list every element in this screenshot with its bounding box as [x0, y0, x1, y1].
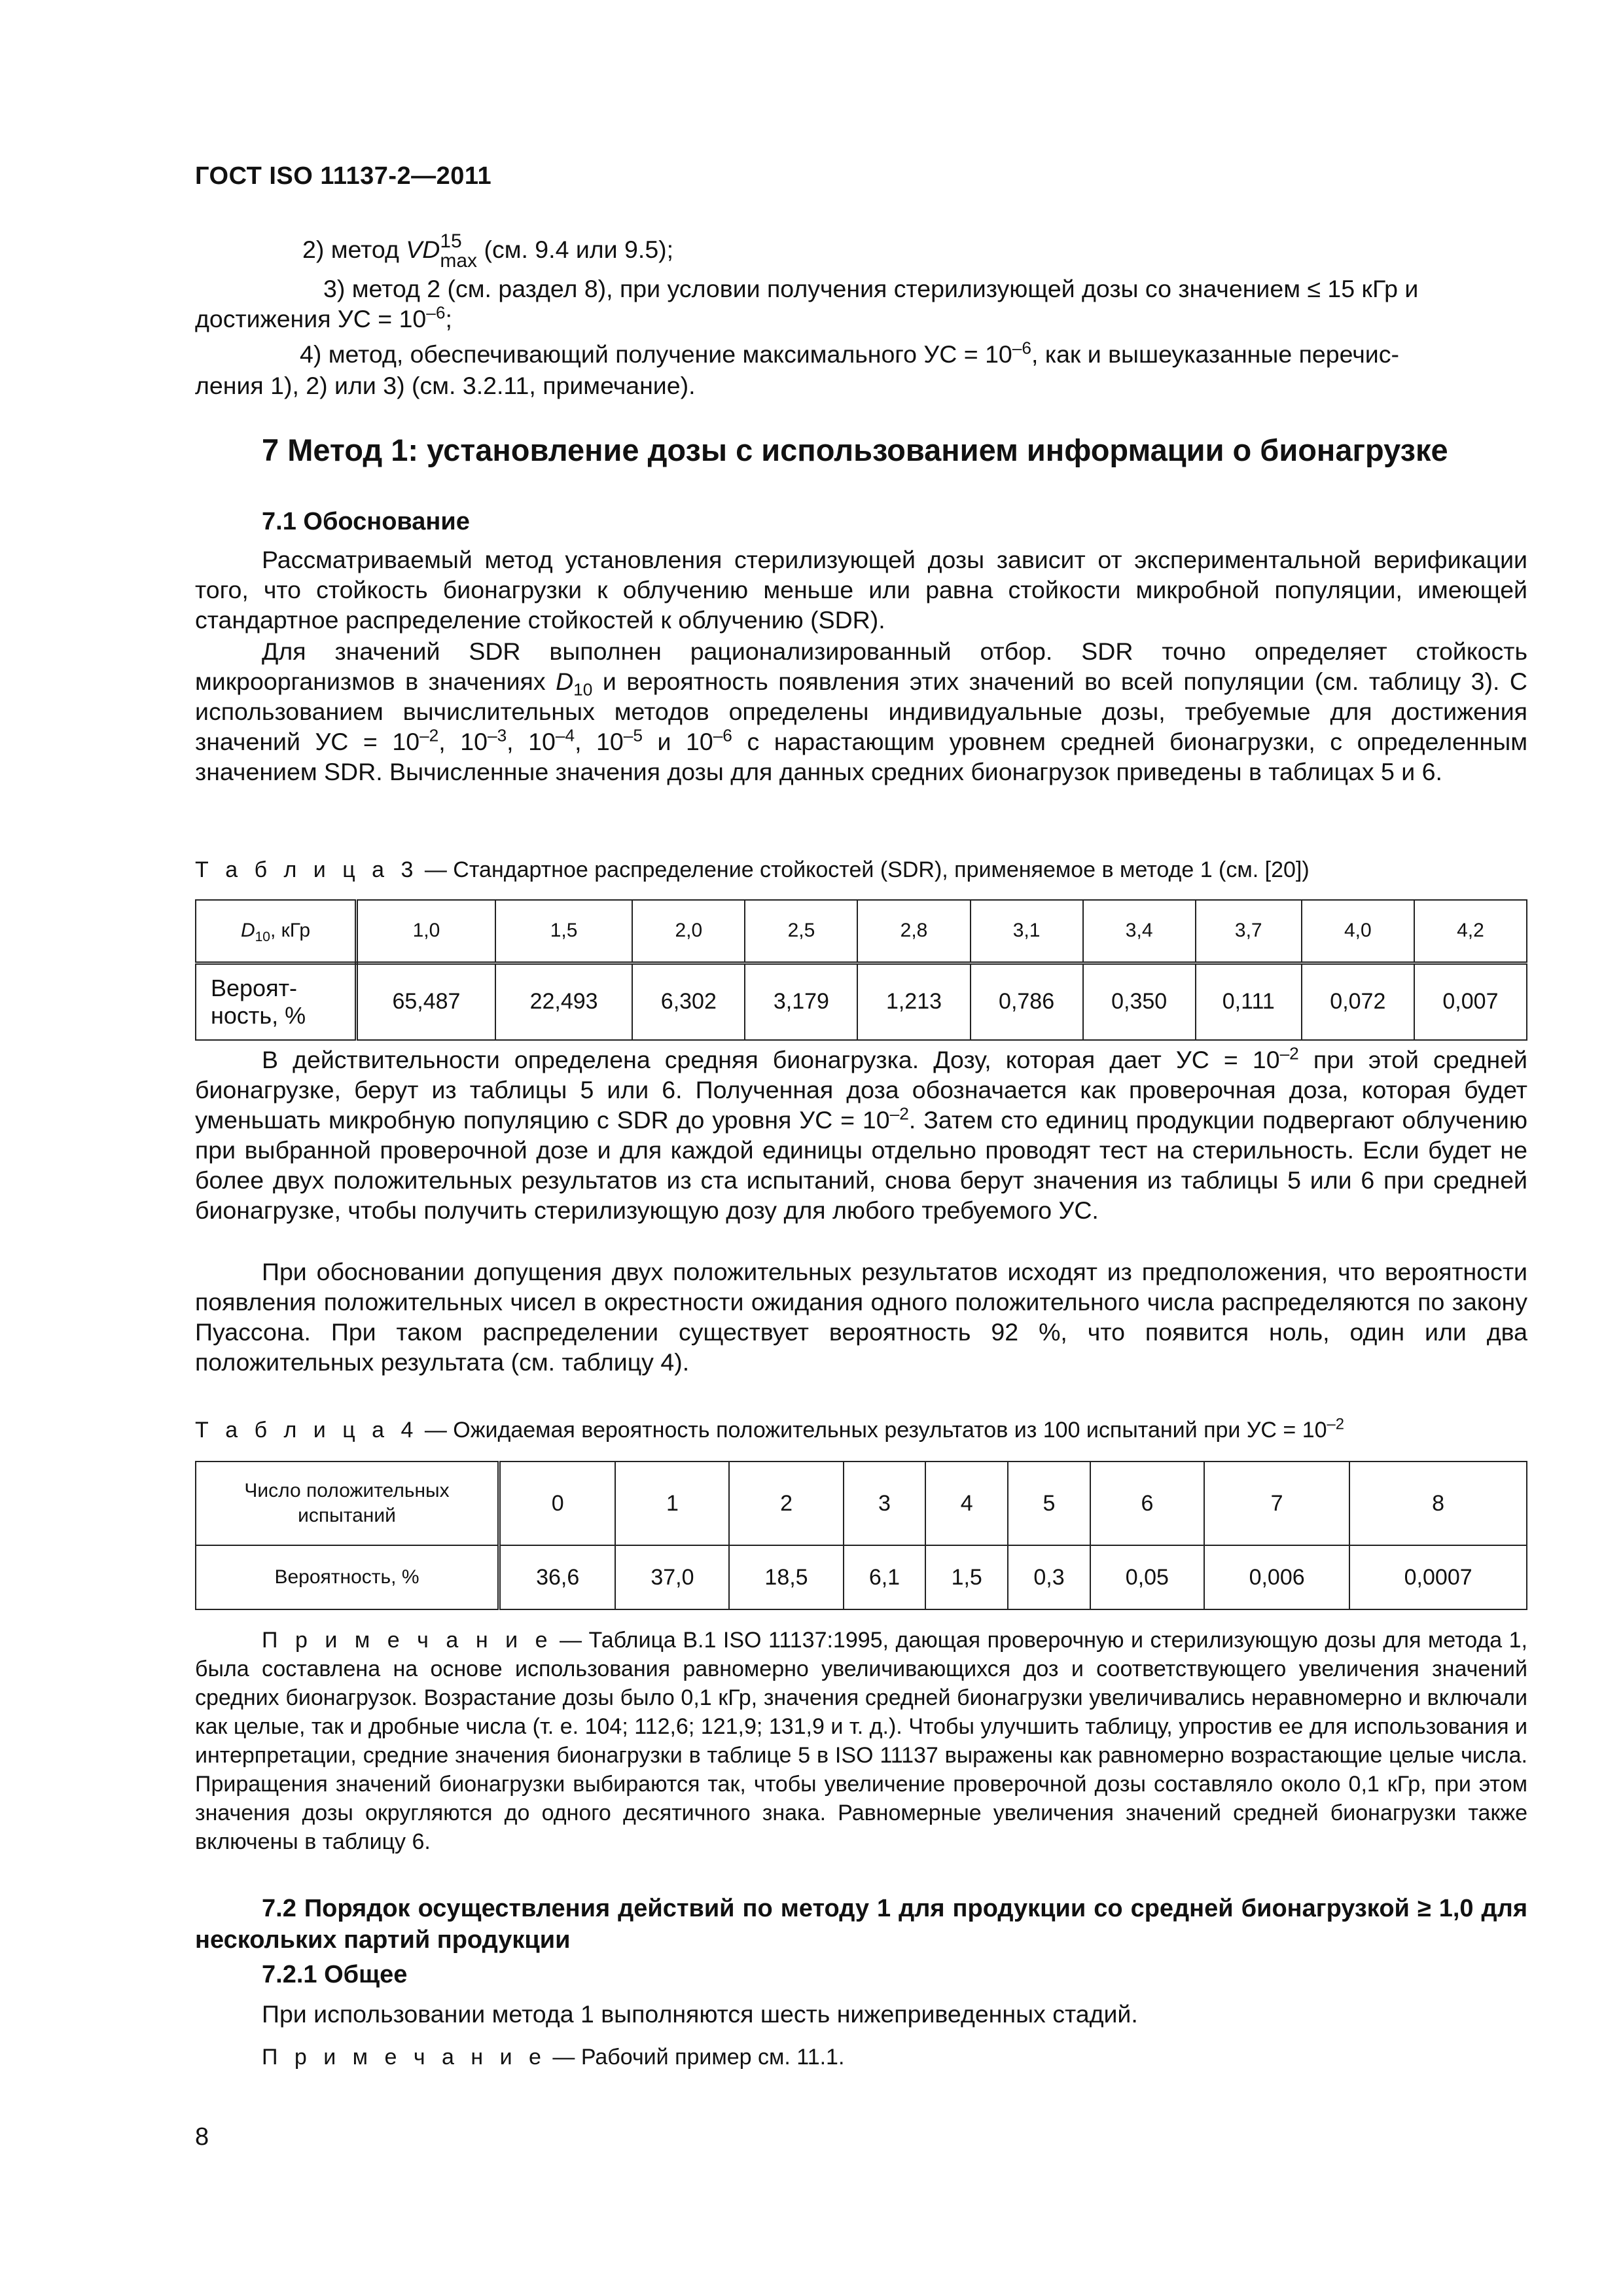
table-cell: 4,0: [1302, 900, 1414, 963]
table-cell: 1: [615, 1462, 729, 1545]
table-cell: 3,179: [745, 963, 857, 1040]
table-4-count-label: Число положительных испытаний: [196, 1462, 499, 1545]
section-7-2-1-heading: 7.2.1 Общее: [262, 1961, 408, 1988]
table-cell: 1,5: [495, 900, 632, 963]
table-3: [195, 899, 1527, 1041]
table-cell: 6: [1090, 1462, 1204, 1545]
table-cell: 36,6: [499, 1545, 616, 1609]
section-7-heading: 7 Метод 1: установление дозы с использованием информации о бионагрузке: [262, 433, 1448, 467]
note-worked-example: П р и м е ч а н и е — Рабочий пример см. 11.1.: [262, 2045, 845, 2070]
table-cell: 2: [729, 1462, 843, 1545]
section-7-2-1-para: При использовании метода 1 выполняются шесть нижеприведенных стадий.: [262, 2000, 1138, 2028]
section-7-1-para-2: Для значений SDR выполнен рационализированный отбор. SDR точно определяет стойкость микроорганизмов в значениях $D_{10}$ и вероятность появления этих значений во всей популяции (см. таблицу 3). С использованием вычислительных методов определены индивидуальные дозы, требуемые для достижения значений УС = $10^{-2}$, $10^{-3}$, $10^{-4}$, $10^{-5}$ и $10^{-6}$ с нарастающим уровнем средней бионагрузки, с определенным значением SDR. Вычисленные значения дозы для данных средних бионагрузок приведены в таблицах 5 и 6.: [195, 637, 1527, 785]
table-cell: 4,2: [1414, 900, 1527, 963]
table-cell: 2,5: [745, 900, 857, 963]
table-cell: 3: [844, 1462, 926, 1545]
list-item-4-line2: ления 1), 2) или 3) (см. 3.2.11, примечание).: [195, 372, 696, 399]
table-3-dose-label: $D_{10}$, кГр: [196, 900, 357, 963]
table-3-probability-label: Вероят-ность, %: [196, 963, 357, 1040]
table-cell: 0: [499, 1462, 616, 1545]
table-4: [195, 1461, 1527, 1610]
list-item-2: 2) метод VD 15 max (см. 9.4 или 9.5);: [302, 230, 674, 272]
table-cell: 6,302: [632, 963, 745, 1040]
table-3-caption: Т а б л и ц а 3 — Стандартное распределение стойкостей (SDR), применяемое в методе 1 (см. [20]): [195, 857, 1310, 882]
table-cell: 37,0: [615, 1545, 729, 1609]
table-4-probability-row: [196, 1545, 1527, 1609]
table-cell: 0,007: [1414, 963, 1527, 1040]
table-cell: 18,5: [729, 1545, 843, 1609]
table-4-caption: Т а б л и ц а 4 — Ожидаемая вероятность положительных результатов из 100 испытаний при УС = $10^{-2}$: [195, 1415, 1345, 1443]
table-cell: 1,213: [857, 963, 970, 1040]
table-cell: 5: [1008, 1462, 1090, 1545]
list-item-3-line1: 3) метод 2 (см. раздел 8), при условии получения стерилизующей дозы со значением ≤ 15 кГр и: [323, 275, 1419, 302]
table-cell: 3,4: [1083, 900, 1196, 963]
para-3: В действительности определена средняя бионагрузка. Дозу, которая дает УС = $10^{-2}$ при этой средней бионагрузке, берут из таблицы 5 или 6. Полученная доза обозначается как проверочная доза, которая будет уменьшать микробную популяцию с SDR до уровня УС = $10^{-2}$. Затем сто единиц продукции подвергают облучению при выбранной проверочной дозе и для каждой единицы отдельно проводят тест на стерильность. Если будет не более двух положительных результатов из ста испытаний, снова берут значения из таблицы 5 или 6 при средней бионагрузке, чтобы получить стерилизующую дозу для любого требуемого УС.: [195, 1043, 1528, 1224]
section-7-1-para-1: Рассматриваемый метод установления стерилизующей дозы зависит от экспериментальной верификации того, что стойкость бионагрузки к облучению меньше или равна стойкости микробной популяции, имеющей стандартное распределение стойкостей к облучению (SDR).: [195, 546, 1527, 634]
table-cell: 2,8: [857, 900, 970, 963]
document-header: ГОСТ ISO 11137-2—2011: [195, 162, 492, 190]
page-number: 8: [195, 2123, 209, 2151]
table-cell: 0,3: [1008, 1545, 1090, 1609]
list-item-4-line1: 4) метод, обеспечивающий получение максимального УС = $10^{-6}$, как и вышеуказанные перечис-: [300, 338, 1399, 368]
table-cell: 0,350: [1083, 963, 1196, 1040]
table-cell: 0,05: [1090, 1545, 1204, 1609]
table-cell: 0,006: [1204, 1545, 1349, 1609]
table-cell: 3,1: [971, 900, 1083, 963]
table-cell: 7: [1204, 1462, 1349, 1545]
table-cell: 0,786: [971, 963, 1083, 1040]
table-3-probability-row: [196, 963, 1527, 1040]
table-cell: 0,111: [1196, 963, 1302, 1040]
table-cell: 0,072: [1302, 963, 1414, 1040]
section-7-2-heading: 7.2 Порядок осуществления действий по методу 1 для продукции со средней бионагрузкой ≥ 1,0 для нескольких партий продукции: [195, 1895, 1527, 1954]
table-cell: 0,0007: [1349, 1545, 1527, 1609]
table-cell: 65,487: [357, 963, 495, 1040]
para-4: При обосновании допущения двух положительных результатов исходят из предположения, что вероятности появления положительных чисел в окрестности ожидания одного положительного числа распределяются по закону Пуассона. При таком распределении существует вероятность 92 %, что появится ноль, один или два положительных результата (см. таблицу 4).: [195, 1258, 1527, 1376]
note-table-b1: П р и м е ч а н и е — Таблица B.1 ISO 11137:1995, дающая проверочную и стерилизующую дозы для метода 1, была составлена на основе использования равномерно увеличивающихся доз и соответствующего увеличения значений средних бионагрузок. Возрастание дозы было 0,1 кГр, значения средней бионагрузки увеличивались неравномерно и включали как целые, так и дробные числа (т. е. 104; 112,6; 121,9; 131,9 и т. д.). Чтобы улучшить таблицу, упростив ее для использования и интерпретации, средние значения бионагрузки в таблице 5 в ISO 11137 выражены как равномерно возрастающие целые числа. Приращения значений бионагрузки выбираются так, чтобы увеличение проверочной дозы составляло около 0,1 кГр, при этом значения дозы округляются до одного десятичного знака. Равномерные увеличения значений средней бионагрузки также включены в таблицу 6.: [195, 1628, 1527, 1854]
table-cell: 22,493: [495, 963, 632, 1040]
table-cell: 3,7: [1196, 900, 1302, 963]
table-3-dose-row: [196, 900, 1527, 963]
list-item-3-line2: достижения УС = $10^{-6}$;: [195, 302, 452, 332]
table-cell: 4: [925, 1462, 1008, 1545]
section-7-1-heading: 7.1 Обоснование: [262, 508, 470, 535]
table-cell: 1,5: [925, 1545, 1008, 1609]
table-cell: 2,0: [632, 900, 745, 963]
table-cell: 6,1: [844, 1545, 926, 1609]
table-cell: 8: [1349, 1462, 1527, 1545]
table-4-count-row: [196, 1462, 1527, 1545]
table-cell: 1,0: [357, 900, 495, 963]
table-4-probability-label: Вероятность, %: [196, 1545, 499, 1609]
